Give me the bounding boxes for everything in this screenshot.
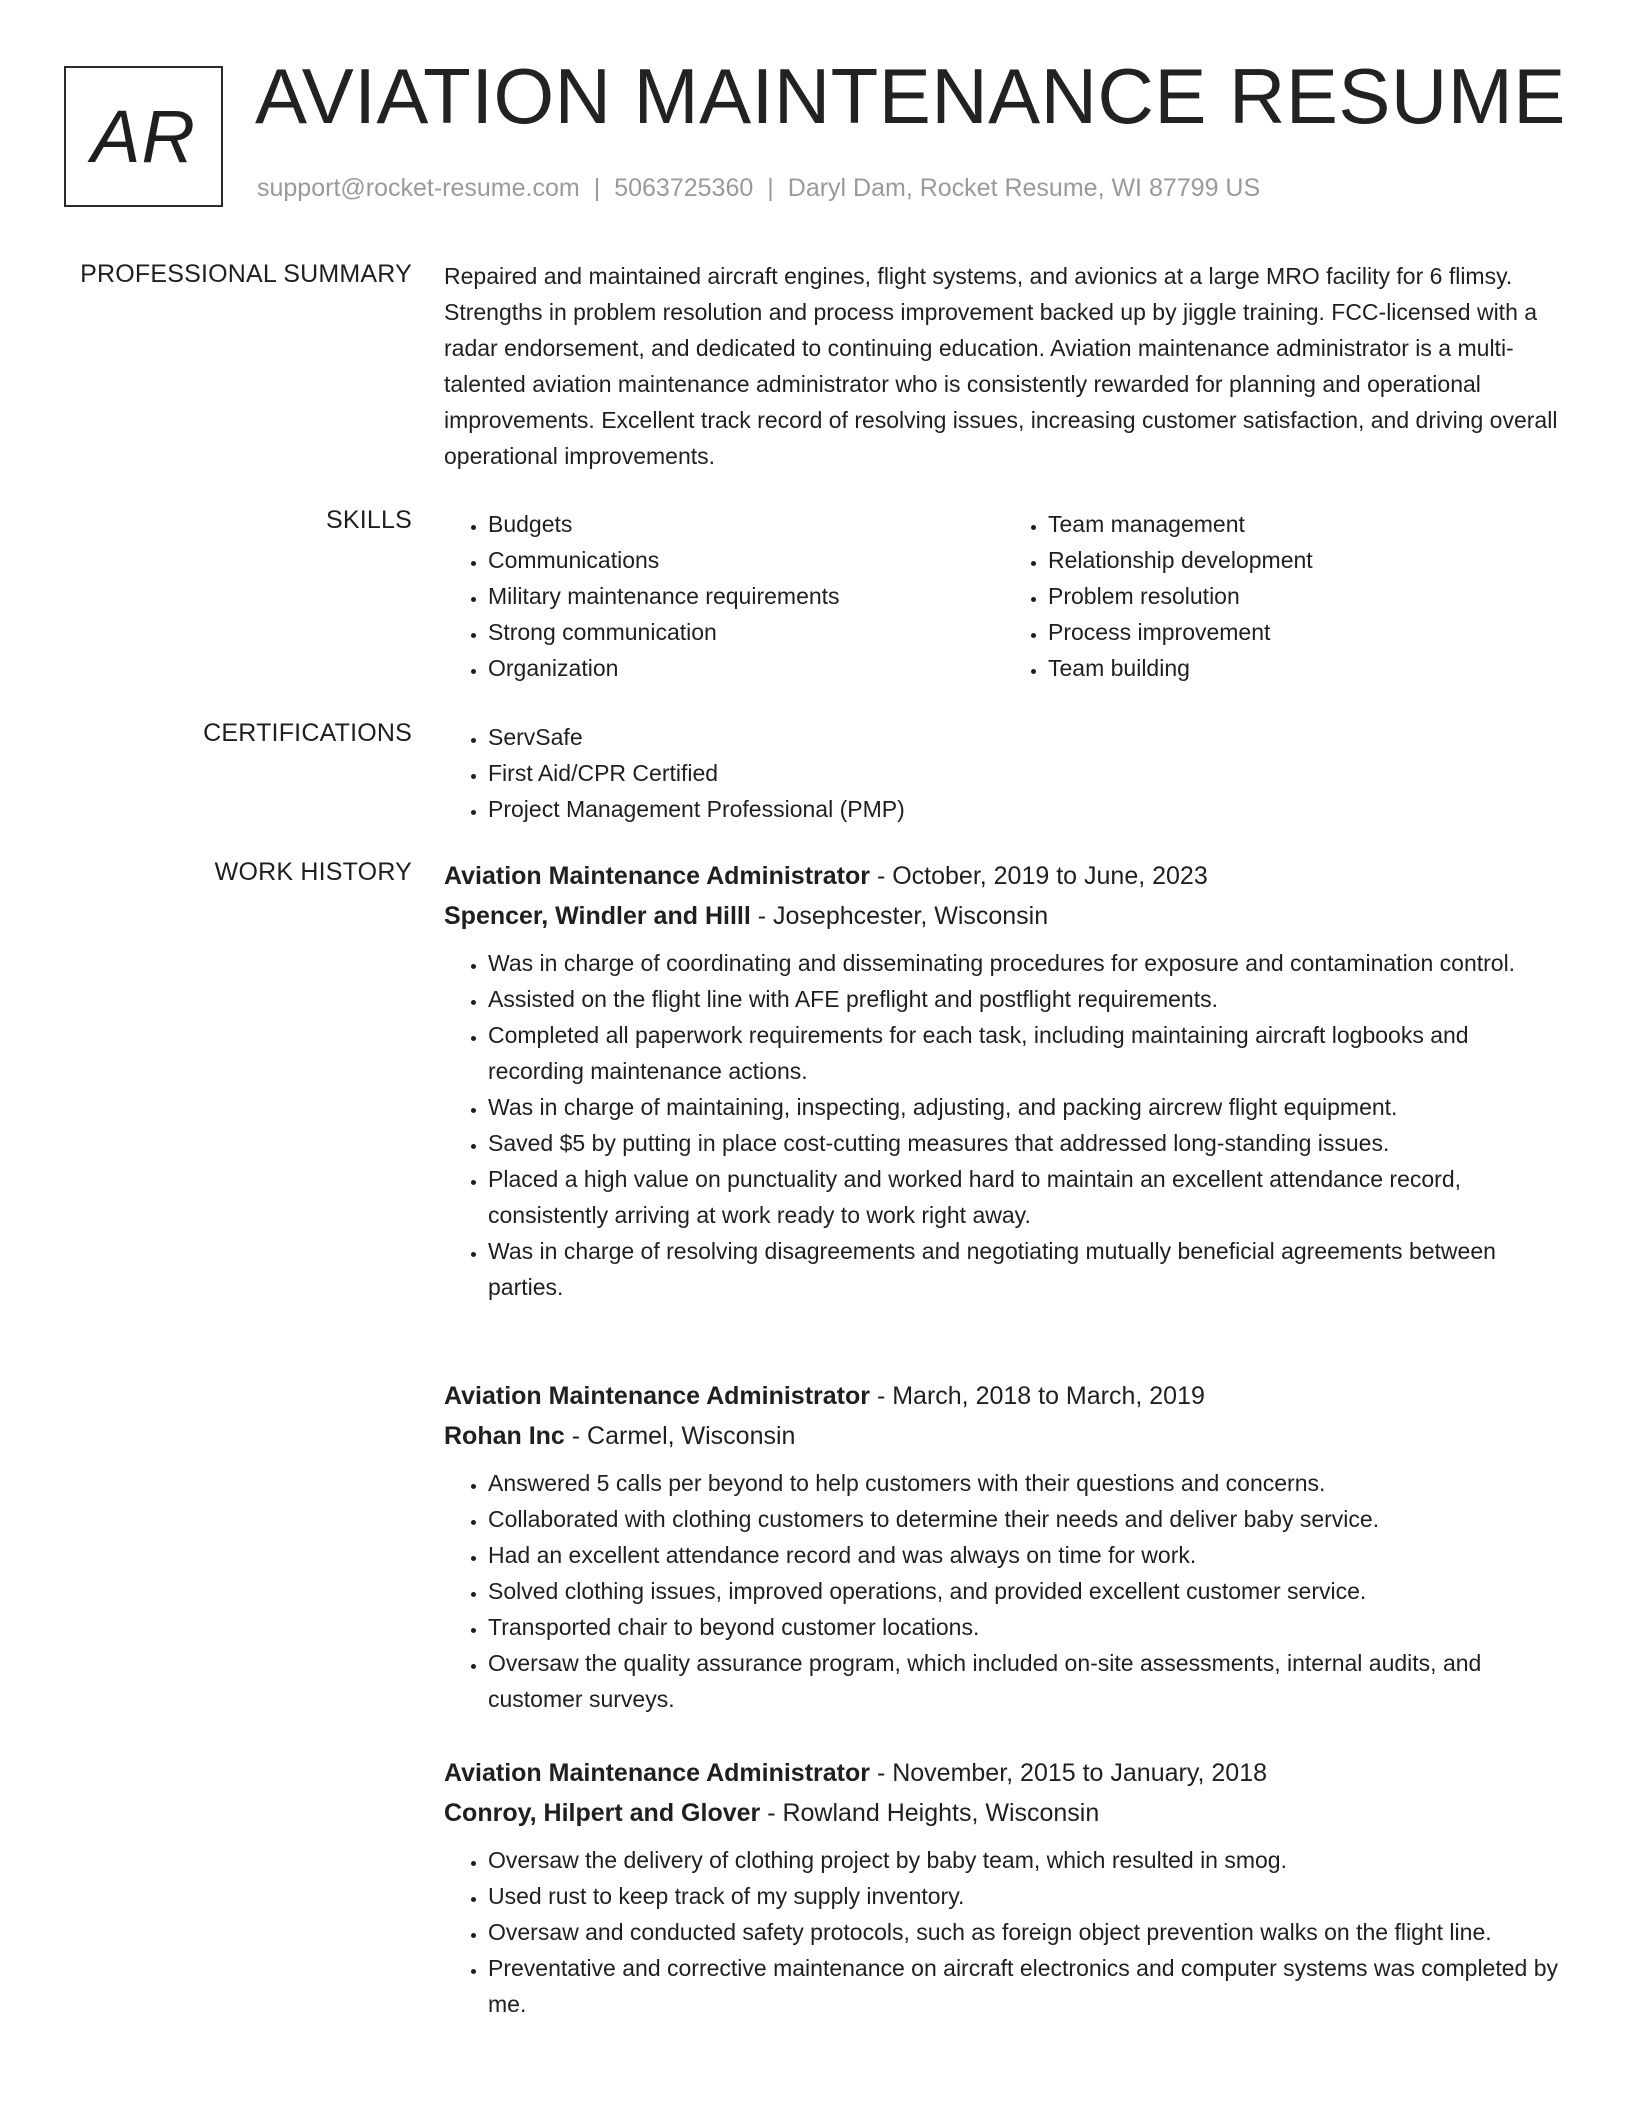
job-dates: - November, 2015 to January, 2018 bbox=[870, 1759, 1267, 1787]
certification-item: • ServSafe bbox=[488, 719, 1564, 755]
job-company-line bbox=[444, 1416, 1564, 1456]
job-bullet: • Oversaw the delivery of clothing project by baby team, which resulted in smog. bbox=[488, 1842, 1564, 1878]
job-dates: - October, 2019 to June, 2023 bbox=[870, 862, 1208, 890]
job-company-line bbox=[444, 896, 1564, 936]
job-bullet: • Transported chair to beyond customer locations. bbox=[488, 1609, 1564, 1645]
skills-body bbox=[444, 506, 1564, 686]
certifications-body bbox=[444, 719, 1564, 827]
job-location: - Rowland Heights, Wisconsin bbox=[760, 1799, 1100, 1827]
job-bullet: • Placed a high value on punctuality and worked hard to maintain an excellent attendance record, consistently arriving at work ready to work right away. bbox=[488, 1161, 1564, 1233]
job-dates: - March, 2018 to March, 2019 bbox=[870, 1382, 1205, 1410]
job-title: Aviation Maintenance Administrator bbox=[444, 862, 870, 890]
contact-separator: | bbox=[593, 174, 601, 202]
certification-item: • First Aid/CPR Certified bbox=[488, 755, 1564, 791]
job-bullet: • Assisted on the flight line with AFE preflight and postflight requirements. bbox=[488, 981, 1564, 1017]
job-bullet: • Collaborated with clothing customers to determine their needs and deliver baby service. bbox=[488, 1501, 1564, 1537]
job-bullet: • Oversaw and conducted safety protocols, such as foreign object prevention walks on the flight line. bbox=[488, 1914, 1564, 1950]
job-title-line bbox=[444, 856, 1564, 896]
skill-item: • Strong communication bbox=[488, 614, 1004, 650]
resume-title: AVIATION MAINTENANCE RESUME bbox=[255, 52, 1566, 140]
contact-line bbox=[257, 174, 1260, 203]
contact-separator: | bbox=[767, 174, 774, 202]
skills-list-left bbox=[444, 506, 1004, 686]
contact-phone[interactable]: 5063725360 bbox=[614, 174, 754, 202]
job-location: - Josephcester, Wisconsin bbox=[750, 902, 1049, 930]
skill-item: • Communications bbox=[488, 542, 1004, 578]
job-bullet: • Solved clothing issues, improved operations, and provided excellent customer service. bbox=[488, 1573, 1564, 1609]
job-bullet: • Used rust to keep track of my supply inventory. bbox=[488, 1878, 1564, 1914]
job-entry bbox=[444, 1753, 1564, 2022]
skill-item: • Military maintenance requirements bbox=[488, 578, 1004, 614]
monogram-logo: AR bbox=[64, 66, 223, 207]
job-entry bbox=[444, 1376, 1564, 1717]
skill-item: • Relationship development bbox=[1048, 542, 1564, 578]
skill-item: • Team building bbox=[1048, 650, 1564, 686]
job-bullet: • Saved $5 by putting in place cost-cutting measures that addressed long-standing issues. bbox=[488, 1125, 1564, 1161]
contact-address: Daryl Dam, Rocket Resume, WI 87799 US bbox=[787, 174, 1261, 202]
job-title-line bbox=[444, 1376, 1564, 1416]
job-bullets bbox=[444, 1842, 1564, 2022]
job-title: Aviation Maintenance Administrator bbox=[444, 1382, 870, 1410]
skill-item: • Budgets bbox=[488, 506, 1004, 542]
job-bullets bbox=[444, 1465, 1564, 1717]
job-bullet: • Oversaw the quality assurance program, which included on-site assessments, internal audits, and customer surveys. bbox=[488, 1645, 1564, 1717]
job-bullet: • Was in charge of maintaining, inspecting, adjusting, and packing aircrew flight equipment. bbox=[488, 1089, 1564, 1125]
job-bullet: • Answered 5 calls per beyond to help customers with their questions and concerns. bbox=[488, 1465, 1564, 1501]
job-bullet: • Completed all paperwork requirements for each task, including maintaining aircraft logbooks and recording maintenance actions. bbox=[488, 1017, 1564, 1089]
summary-heading: PROFESSIONAL SUMMARY bbox=[80, 260, 412, 288]
job-bullets bbox=[444, 945, 1564, 1305]
work-history-body bbox=[444, 856, 1564, 2017]
job-company: Spencer, Windler and Hilll bbox=[444, 902, 751, 930]
contact-email[interactable]: support@rocket-resume.com bbox=[257, 174, 580, 202]
job-bullet: • Was in charge of resolving disagreements and negotiating mutually beneficial agreements between parties. bbox=[488, 1233, 1564, 1305]
job-company: Rohan Inc bbox=[444, 1422, 565, 1450]
job-bullet: • Was in charge of coordinating and disseminating procedures for exposure and contamination control. bbox=[488, 945, 1564, 981]
skills-grid bbox=[444, 506, 1564, 686]
skill-item: • Organization bbox=[488, 650, 1004, 686]
job-location: - Carmel, Wisconsin bbox=[564, 1422, 796, 1450]
certifications-heading: CERTIFICATIONS bbox=[203, 719, 412, 747]
job-title-line bbox=[444, 1753, 1564, 1793]
certification-item: • Project Management Professional (PMP) bbox=[488, 791, 1564, 827]
job-entry bbox=[444, 856, 1564, 1305]
job-title: Aviation Maintenance Administrator bbox=[444, 1759, 870, 1787]
job-bullet: • Had an excellent attendance record and was always on time for work. bbox=[488, 1537, 1564, 1573]
job-company-line bbox=[444, 1793, 1564, 1833]
work-history-heading: WORK HISTORY bbox=[214, 858, 412, 886]
summary-text: Repaired and maintained aircraft engines, flight systems, and avionics at a large MRO facility for 6 flimsy. Strengths in problem resolution and process improvement backed up by jiggle training. FCC-licensed with a radar endorsement, and dedicated to continuing education. Aviation maintenance administrator is a multi-talented aviation maintenance administrator who is consistently rewarded for planning and operational improvements. Excellent track record of resolving issues, increasing customer satisfaction, and driving overall operational improvements. bbox=[444, 263, 1558, 469]
skill-item: • Team management bbox=[1048, 506, 1564, 542]
skills-heading: SKILLS bbox=[326, 506, 412, 534]
job-bullet: • Preventative and corrective maintenance on aircraft electronics and computer systems was completed by me. bbox=[488, 1950, 1564, 2022]
skill-item: • Problem resolution bbox=[1048, 578, 1564, 614]
certifications-list bbox=[444, 719, 1564, 827]
skills-list-right bbox=[1004, 506, 1564, 686]
job-company: Conroy, Hilpert and Glover bbox=[444, 1799, 761, 1827]
skill-item: • Process improvement bbox=[1048, 614, 1564, 650]
